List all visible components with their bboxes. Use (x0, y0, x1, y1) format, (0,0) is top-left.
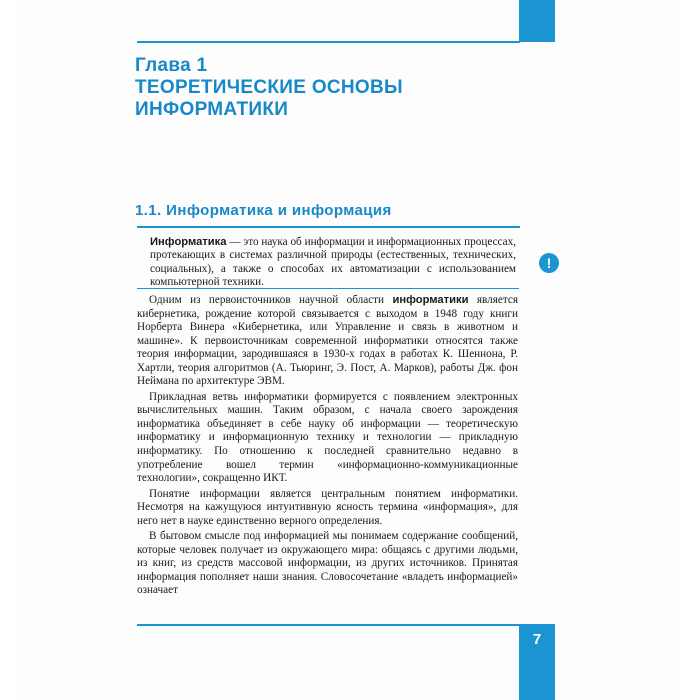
paragraph-3: Понятие информации является центральным понятием информатики. Несмотря на кажущуюся интуитивную ясность термина «информация», для него нет в науке единственно верного определения. (137, 487, 518, 527)
chapter-heading (135, 55, 403, 121)
chapter-label: Глава 1 (135, 55, 208, 76)
chapter-title-line1: ТЕОРЕТИЧЕСКИЕ ОСНОВЫ (135, 77, 403, 98)
exclamation-icon: ! (539, 253, 559, 273)
page-number: 7 (532, 631, 542, 648)
paragraph-1-bold: информатики (392, 294, 469, 306)
paragraph-1 (137, 294, 518, 389)
top-tab-marker (519, 0, 555, 42)
paragraph-4: В бытовом смысле под информацией мы понимаем содержание сообщений, которые человек получает из окружающего мира: общаясь с другими людьми, из книг, из средств массовой информации, из других источников. Принятая информация пополняет наши знания. Словосочетание «владеть информацией» означает (137, 530, 518, 597)
chapter-title-line2: ИНФОРМАТИКИ (135, 99, 289, 120)
paragraph-2: Прикладная ветвь информатики формируется с появлением электронных вычислительных машин. Таким образом, с начала своего зарождения информатика объединяет в себе науку об информации — теоретическую информатику и информационную технику и технологии — прикладную информатику. По отношению к последней сравнительно недавно в употребление вошел термин «информационно-коммуникационные технологии», сокращенно ИКТ. (137, 390, 518, 485)
definition-body: — это наука об информации и информационных процессах, протекающих в системах различной природы (естественных, технических, социальных), а также о способах их автоматизации с использованием компьютерной техники. (150, 236, 516, 289)
definition-term: Информатика (150, 236, 227, 248)
top-rule (137, 41, 520, 43)
definition-text (150, 236, 516, 290)
section-title: 1.1. Информатика и информация (135, 202, 392, 219)
body-text (137, 294, 518, 598)
bottom-rule (137, 624, 520, 626)
paragraph-1-rest: является кибернетика, рождение которой связывается с выходом в 1948 году книги Норберта Винера «Кибернетика, или Управление и связь в животном и машине». К первоисточникам современной информатики относятся также теория информации, зародившаяся в 1930-х годах в работах К. Шеннона, Р. Хартли, теория алгоритмов (А. Тьюринг, Э. Пост, А. Марков), работы Дж. фон Неймана по архитектуре ЭВМ. (137, 294, 518, 388)
paragraph-1-start: Одним из первоисточников научной области (149, 294, 393, 306)
section-rule (137, 226, 520, 228)
